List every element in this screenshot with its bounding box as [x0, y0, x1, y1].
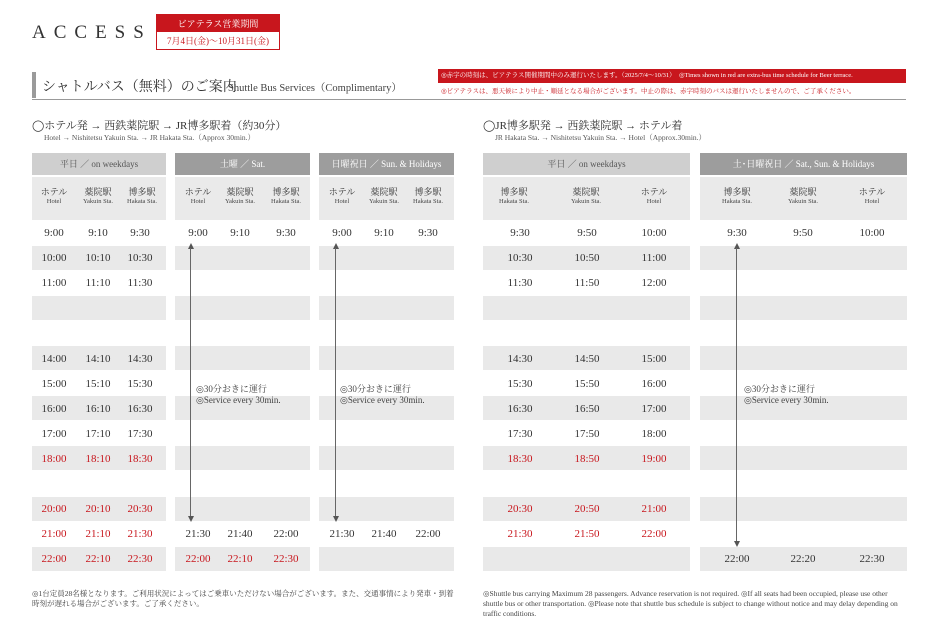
- time-cell: 15:10: [85, 377, 111, 390]
- time-cell: 17:10: [85, 427, 111, 440]
- tab-sunday-outbound: 日曜祝日 ／ Sun. & Holidays: [319, 153, 454, 175]
- time-cell: 9:30: [510, 227, 530, 239]
- service-interval-note: ◎30分おきに運行 ◎Service every 30min.: [744, 384, 829, 405]
- time-cell: 14:00: [41, 352, 67, 365]
- time-cell: 12:00: [641, 277, 667, 290]
- time-cell: 21:40: [371, 528, 397, 540]
- row-shade: [175, 296, 310, 320]
- service-interval-note: ◎30分おきに運行 ◎Service every 30min.: [196, 384, 281, 405]
- columns-weekday-inbound: [483, 177, 690, 220]
- time-cell: 18:00: [41, 452, 67, 465]
- page-heading: ACCESS: [32, 22, 152, 43]
- time-cell: 21:50: [574, 528, 600, 541]
- time-cell: 21:00: [641, 503, 667, 516]
- time-cell: 11:00: [641, 252, 667, 265]
- row-shade: [319, 446, 454, 470]
- time-cell: 9:10: [230, 227, 250, 239]
- time-cell: 14:10: [85, 352, 111, 365]
- row-shade: [700, 446, 907, 470]
- footnote-ja: ◎1台定員28名様となります。ご利用状況によってはご乗車いただけない場合がございます。また、交通事情により発車・到着時刻が遅れる場合がございます。ご了承ください。: [32, 589, 454, 608]
- col-header: ホテル Hotel: [328, 187, 356, 205]
- footnote-en: ◎Shuttle bus carrying Maximum 28 passengers. Advance reservation is not required. ◎If all seats had been occupied, please use other shuttle bus or other transportation. ◎Please note that shuttle bus schedule is subject to change without notice and may delay depending on traffic conditions.: [483, 589, 898, 618]
- time-cell: 18:50: [574, 452, 600, 465]
- time-cell: 22:30: [859, 553, 885, 565]
- row-shade: [700, 296, 907, 320]
- time-cell: 16:00: [641, 377, 667, 390]
- route-outbound-en: Hotel → Nishitetsu Yakuin Sta. → JR Hakata Sta.（Approx 30min.）: [44, 133, 256, 142]
- time-cell: 22:00: [41, 553, 67, 566]
- time-cell: 11:50: [574, 277, 600, 290]
- beer-terrace-period: [156, 14, 280, 50]
- time-cell: 21:30: [185, 528, 211, 540]
- time-cell: 15:30: [127, 377, 153, 390]
- row-shade: [175, 246, 310, 270]
- time-cell: 9:50: [793, 227, 813, 239]
- route-outbound: ◯ホテル発 → 西鉄薬院駅 → JR博多駅着（約30分）: [32, 120, 287, 132]
- time-cell: 21:30: [329, 528, 355, 540]
- time-cell: 17:30: [507, 427, 533, 440]
- time-cell: 9:00: [188, 227, 208, 239]
- time-cell: 9:50: [577, 227, 597, 239]
- time-cell: 15:00: [641, 352, 667, 365]
- time-cell: 9:30: [418, 227, 438, 239]
- time-cell: 10:30: [507, 252, 533, 265]
- row-shade: [319, 497, 454, 521]
- columns-weekend-inbound: [700, 177, 907, 220]
- columns-saturday-outbound: [175, 177, 310, 220]
- time-cell: 10:00: [41, 252, 67, 265]
- time-cell: 20:10: [85, 503, 111, 516]
- time-cell: 16:30: [507, 402, 533, 415]
- time-cell: 22:00: [724, 553, 750, 565]
- time-cell: 18:30: [507, 452, 533, 465]
- time-cell: 21:10: [85, 528, 111, 541]
- time-cell: 21:30: [127, 528, 153, 541]
- row-shade: [175, 446, 310, 470]
- tab-weekend-inbound: 土･日曜祝日 ／ Sat., Sun. & Holidays: [700, 153, 907, 175]
- time-cell: 11:30: [507, 277, 533, 290]
- time-cell: 17:30: [127, 427, 153, 440]
- interval-line: [335, 248, 336, 517]
- columns-weekday-outbound: [32, 177, 166, 220]
- time-cell: 11:30: [127, 277, 153, 290]
- row-shade: [700, 497, 907, 521]
- time-cell: 20:00: [41, 503, 67, 516]
- time-cell: 19:00: [641, 452, 667, 465]
- time-cell: 9:30: [276, 227, 296, 239]
- row-shade: [319, 346, 454, 370]
- time-cell: 15:00: [41, 377, 67, 390]
- arrow-down-icon: [734, 541, 740, 547]
- time-cell: 22:00: [273, 528, 299, 540]
- divider: [32, 99, 906, 100]
- section-title: シャトルバス（無料）のご案内: [42, 80, 237, 95]
- period-dates: 7月4日(金)〜10月31日(金): [167, 36, 269, 46]
- time-cell: 20:30: [127, 503, 153, 516]
- row-shade: [32, 296, 166, 320]
- time-cell: 9:30: [727, 227, 747, 239]
- row-shade: [483, 547, 690, 571]
- time-cell: 9:30: [130, 227, 150, 239]
- weather-note: ◎ビアテラスは、悪天候により中止・順延となる場合がございます。中止の際は、赤字時刻のバスは運行いたしませんので、ご了承ください。: [441, 88, 856, 95]
- time-cell: 18:30: [127, 452, 153, 465]
- time-cell: 22:10: [85, 553, 111, 566]
- time-cell: 9:00: [332, 227, 352, 239]
- time-cell: 9:10: [88, 227, 108, 239]
- row-shade: [175, 346, 310, 370]
- col-header: 博多駅 Hakata Sta.: [271, 187, 301, 205]
- col-header: ホテル Hotel: [640, 187, 668, 205]
- time-cell: 17:50: [574, 427, 600, 440]
- time-cell: 10:10: [85, 252, 111, 265]
- col-header: 薬院駅 Yakuin Sta.: [224, 187, 256, 205]
- row-shade: [483, 296, 690, 320]
- row-shade: [319, 246, 454, 270]
- route-inbound: ◯JR博多駅発 → 西鉄薬院駅 → ホテル着: [483, 120, 683, 132]
- row-shade: [319, 547, 454, 571]
- time-cell: 10:50: [574, 252, 600, 265]
- time-cell: 22:10: [227, 553, 253, 565]
- time-cell: 22:00: [641, 528, 667, 541]
- service-interval-note: ◎30分おきに運行 ◎Service every 30min.: [340, 384, 425, 405]
- time-cell: 10:00: [641, 227, 667, 239]
- time-cell: 20:30: [507, 503, 533, 516]
- arrow-down-icon: [188, 516, 194, 522]
- route-inbound-en: JR Hakata Sta. → Nishitetsu Yakuin Sta. → Hotel（Approx.30min.）: [495, 133, 707, 142]
- time-cell: 16:30: [127, 402, 153, 415]
- col-header: 博多駅 Hakata Sta.: [499, 187, 529, 205]
- time-cell: 18:10: [85, 452, 111, 465]
- time-cell: 10:00: [859, 227, 885, 239]
- time-cell: 14:30: [127, 352, 153, 365]
- col-header: 博多駅 Hakata Sta.: [413, 187, 443, 205]
- time-cell: 22:30: [273, 553, 299, 565]
- time-cell: 18:00: [641, 427, 667, 440]
- time-cell: 22:00: [185, 553, 211, 565]
- col-header: ホテル Hotel: [184, 187, 212, 205]
- time-cell: 11:10: [85, 277, 111, 290]
- col-header: 薬院駅 Yakuin Sta.: [368, 187, 400, 205]
- col-header: 博多駅 Hakata Sta.: [722, 187, 752, 205]
- time-cell: 16:00: [41, 402, 67, 415]
- time-cell: 14:50: [574, 352, 600, 365]
- tab-saturday-outbound: 土曜 ／ Sat.: [175, 153, 310, 175]
- time-cell: 17:00: [41, 427, 67, 440]
- time-cell: 22:30: [127, 553, 153, 566]
- time-cell: 22:00: [415, 528, 441, 540]
- col-header: 薬院駅 Yakuin Sta.: [82, 187, 114, 205]
- time-cell: 14:30: [507, 352, 533, 365]
- col-header: 薬院駅 Yakuin Sta.: [787, 187, 819, 205]
- row-shade: [319, 296, 454, 320]
- row-shade: [700, 246, 907, 270]
- time-cell: 16:10: [85, 402, 111, 415]
- interval-line: [190, 248, 191, 517]
- tab-weekday-outbound: 平日 ／ on weekdays: [32, 153, 166, 175]
- time-cell: 11:00: [41, 277, 67, 290]
- col-header: ホテル Hotel: [858, 187, 886, 205]
- section-subtitle: Shuttle Bus Services（Complimentary）: [228, 83, 402, 94]
- columns-sunday-outbound: [319, 177, 454, 220]
- col-header: ホテル Hotel: [40, 187, 68, 205]
- time-cell: 17:00: [641, 402, 667, 415]
- time-cell: 21:40: [227, 528, 253, 540]
- red-times-note: ◎赤字の時刻は、ビアテラス開催期間中のみ運行いたします。（2025/7/4〜10/31） ◎Times shown in red are extra-bus time schedule for Beer terrace.: [438, 69, 906, 83]
- row-shade: [175, 497, 310, 521]
- col-header: 薬院駅 Yakuin Sta.: [570, 187, 602, 205]
- time-cell: 20:50: [574, 503, 600, 516]
- time-cell: 9:00: [44, 227, 64, 239]
- tab-weekday-inbound: 平日 ／ on weekdays: [483, 153, 690, 175]
- time-cell: 10:30: [127, 252, 153, 265]
- section-marker: [32, 72, 36, 98]
- arrow-down-icon: [333, 516, 339, 522]
- period-label: ビアテラス営業期間: [157, 15, 279, 32]
- time-cell: 22:20: [790, 553, 816, 565]
- time-cell: 21:00: [41, 528, 67, 541]
- row-shade: [700, 346, 907, 370]
- time-cell: 21:30: [507, 528, 533, 541]
- time-cell: 16:50: [574, 402, 600, 415]
- col-header: 博多駅 Hakata Sta.: [127, 187, 157, 205]
- time-cell: 15:30: [507, 377, 533, 390]
- interval-line: [736, 248, 737, 542]
- time-cell: 9:10: [374, 227, 394, 239]
- time-cell: 15:50: [574, 377, 600, 390]
